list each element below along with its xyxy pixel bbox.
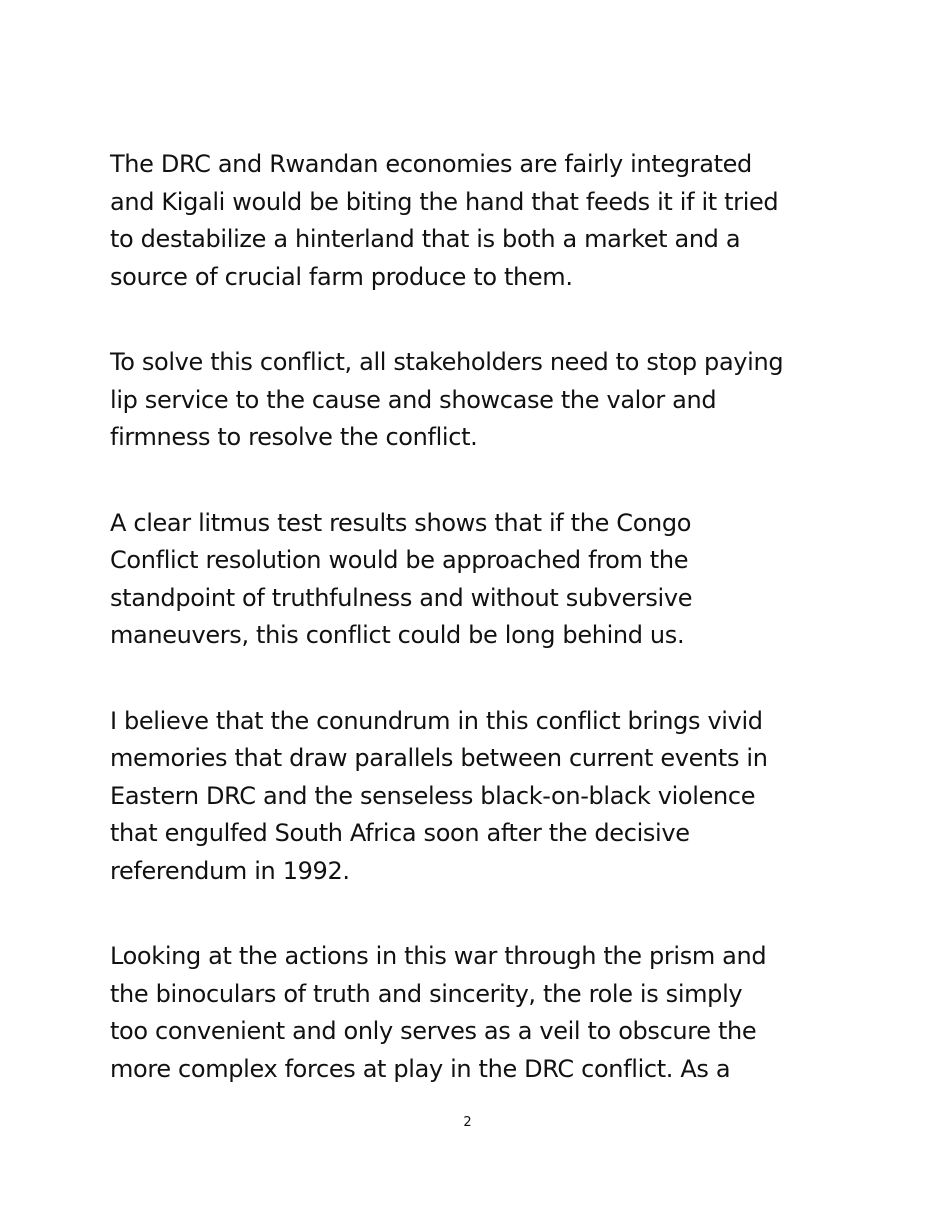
text-line: too convenient and only serves as a veil to obscure the [110,1017,757,1045]
text-line: memories that draw parallels between current events in [110,744,768,772]
text-line: more complex forces at play in the DRC conflict. As a [110,1054,731,1083]
text-line: Looking at the actions in this war through the prism and [110,942,767,970]
text-line: Conflict resolution would be approached from the [110,546,689,574]
body-text [110,146,835,1136]
text-line: referendum in 1992. [110,856,350,885]
paragraph-2 [110,344,835,457]
text-line: maneuvers, this conflict could be long behind us. [110,621,685,649]
paragraph-3 [110,505,835,655]
text-line: the binoculars of truth and sincerity, the role is simply [110,979,743,1008]
text-line: that engulfed South Africa soon after the decisive [110,819,690,847]
text-line: Eastern DRC and the senseless black-on-black violence [110,781,756,810]
text-line: source of crucial farm produce to them. [110,262,573,291]
paragraph-1 [110,146,835,296]
paragraph-4 [110,703,835,891]
text-line: and Kigali would be biting the hand that feeds it if it tried [110,187,779,216]
text-line: I believe that the conundrum in this conflict brings vivid [110,706,763,735]
text-line: The DRC and Rwandan economies are fairly integrated [110,150,752,178]
text-line: A clear litmus test results shows that if the Congo [110,508,692,537]
page-number: 2 [463,1115,472,1130]
text-line: firmness to resolve the conflict. [110,423,478,451]
text-line: to destabilize a hinterland that is both a market and a [110,225,741,253]
text-line: lip service to the cause and showcase the valor and [110,385,717,414]
paragraph-5 [110,938,835,1088]
text-line: standpoint of truthfulness and without subversive [110,583,693,612]
text-line: To solve this conflict, all stakeholders need to stop paying [110,348,784,376]
